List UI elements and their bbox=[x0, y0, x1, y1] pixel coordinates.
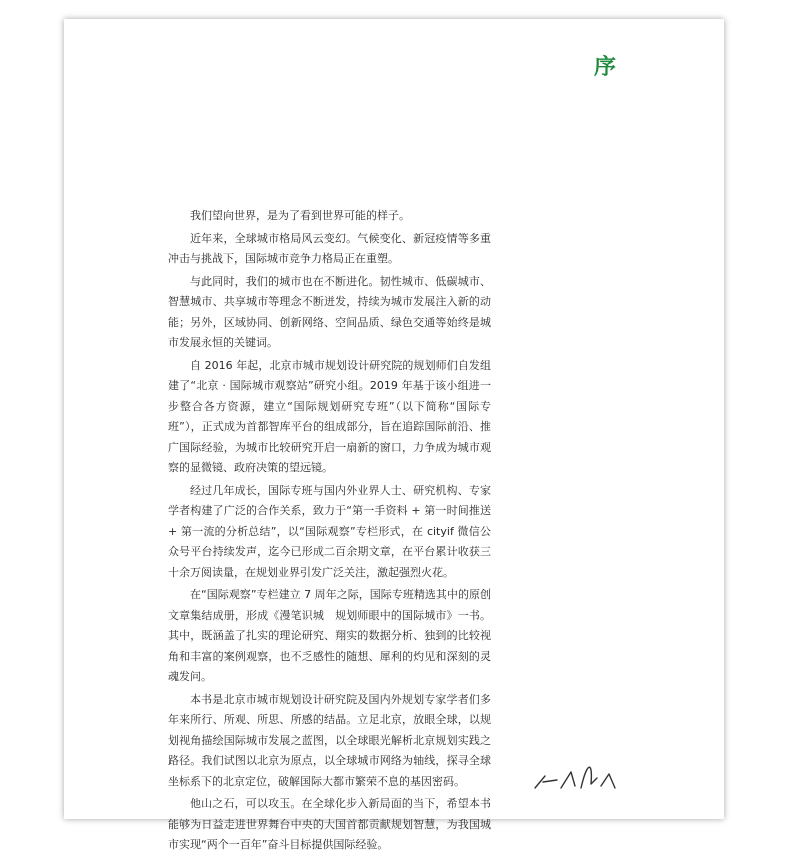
paragraph: 他山之石，可以攻玉。在全球化步入新局面的当下，希望本书能够为日益走进世界舞台中央的大国首都贡献规划智慧，为我国城市实现“两个一百年”奋斗目标提供国际经验。 bbox=[168, 797, 491, 851]
paragraph: 与此同时，我们的城市也在不断进化。韧性城市、低碳城市、智慧城市、共享城市等理念不断迸发，持续为城市发展注入新的动能；另外，区域协同、创新网络、空间品质、绿色交通等始终是城市发展永恒的关键词。 bbox=[168, 274, 491, 349]
signature-icon bbox=[531, 752, 671, 792]
paragraph: 本书是北京市城市规划设计研究院及国内外规划专家学者们多年来所行、所观、所思、所感的结晶。立足北京，放眼全球，以规划视角描绘国际城市发展之蓝图，以全球眼光解析北京规划实践之路径。我们试图以北京为原点，以全球城市网络为轴线，探寻全球坐标系下的北京定位，破解国际大都市繁荣不息的基因密码。 bbox=[168, 692, 491, 788]
preface-body bbox=[168, 206, 491, 858]
paragraph: 经过几年成长，国际专班与国内外业界人士、研究机构、专家学者构建了广泛的合作关系，致力于“第一手资料 + 第一时间推送 + 第一流的分析总结”，以“国际观察”专栏形式，在 cityif 微信公众号平台持续发声，迄今已形成二百余期文章，在平台累计收获三十余万阅读量，在规划业界引发广泛关注，激起强烈火花。 bbox=[168, 483, 491, 579]
paragraph: 我们望向世界，是为了看到世界可能的样子。 bbox=[190, 209, 410, 222]
paragraph: 近年来，全球城市格局风云变幻。气候变化、新冠疫情等多重冲击与挑战下，国际城市竞争力格局正在重塑。 bbox=[168, 231, 491, 265]
page-title: 序 bbox=[594, 55, 617, 80]
paragraph: 自 2016 年起，北京市城市规划设计研究院的规划师们自发组建了“北京 · 国际城市观察站”研究小组。2019 年基于该小组进一步整合各方资源，建立“国际规划研究专班”（以下简称“国际专班”），正式成为首都智库平台的组成部分，旨在追踪国际前沿、推广国际经验，为城市比较研究开启一扇新的窗口，力争成为城市观察的显微镜、政府决策的望远镜。 bbox=[168, 358, 491, 474]
paragraph: 在“国际观察”专栏建立 7 周年之际，国际专班精选其中的原创文章集结成册，形成《漫笔识城 规划师眼中的国际城市》一书。其中，既涵盖了扎实的理论研究、翔实的数据分析、独到的比较视角和丰富的案例观察，也不乏感性的随想、犀利的灼见和深刻的灵魂发问。 bbox=[168, 588, 491, 683]
